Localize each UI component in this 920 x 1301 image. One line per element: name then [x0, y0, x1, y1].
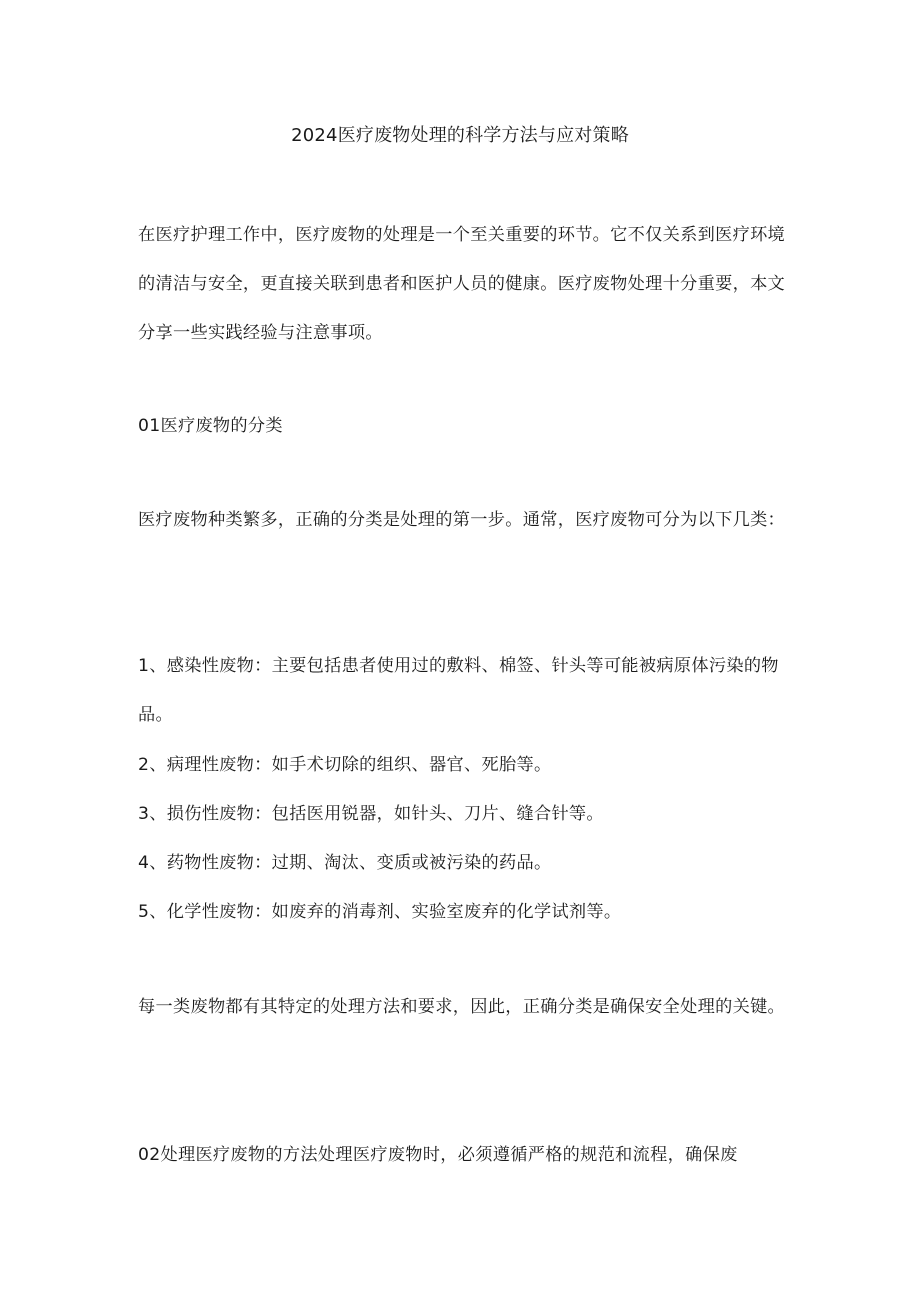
list-item-pharmaceutical-waste: 4、药物性废物：过期、淘汰、变质或被污染的药品。 — [138, 853, 552, 873]
list-item-pathological-waste: 2、病理性废物：如手术切除的组织、器官、死胎等。 — [138, 755, 552, 775]
section-heading-methods: 02处理医疗废物的方法处理医疗废物时，必须遵循严格的规范和流程，确保废 — [138, 1145, 738, 1165]
intro-paragraph: 在医疗护理工作中，医疗废物的处理是一个至关重要的环节。它不仅关系到医疗环境的清洁与安全，更直接关联到患者和医护人员的健康。医疗废物处理十分重要，本文分享一些实践经验与注意事项。 — [138, 225, 786, 343]
classification-conclusion-paragraph: 每一类废物都有其特定的处理方法和要求，因此，正确分类是确保安全处理的关键。 — [138, 997, 786, 1017]
list-item-sharps-waste: 3、损伤性废物：包括医用锐器，如针头、刀片、缝合针等。 — [138, 804, 604, 824]
classification-lead-paragraph: 医疗废物种类繁多，正确的分类是处理的第一步。通常，医疗废物可分为以下几类： — [138, 510, 786, 530]
list-item-chemical-waste: 5、化学性废物：如废弃的消毒剂、实验室废弃的化学试剂等。 — [138, 902, 622, 922]
section-heading-classification: 01医疗废物的分类 — [138, 416, 283, 436]
document-title: 2024医疗废物处理的科学方法与应对策略 — [291, 125, 629, 146]
list-item-infectious-waste: 1、感染性废物：主要包括患者使用过的敷料、棉签、针头等可能被病原体污染的物品。 — [138, 656, 779, 725]
